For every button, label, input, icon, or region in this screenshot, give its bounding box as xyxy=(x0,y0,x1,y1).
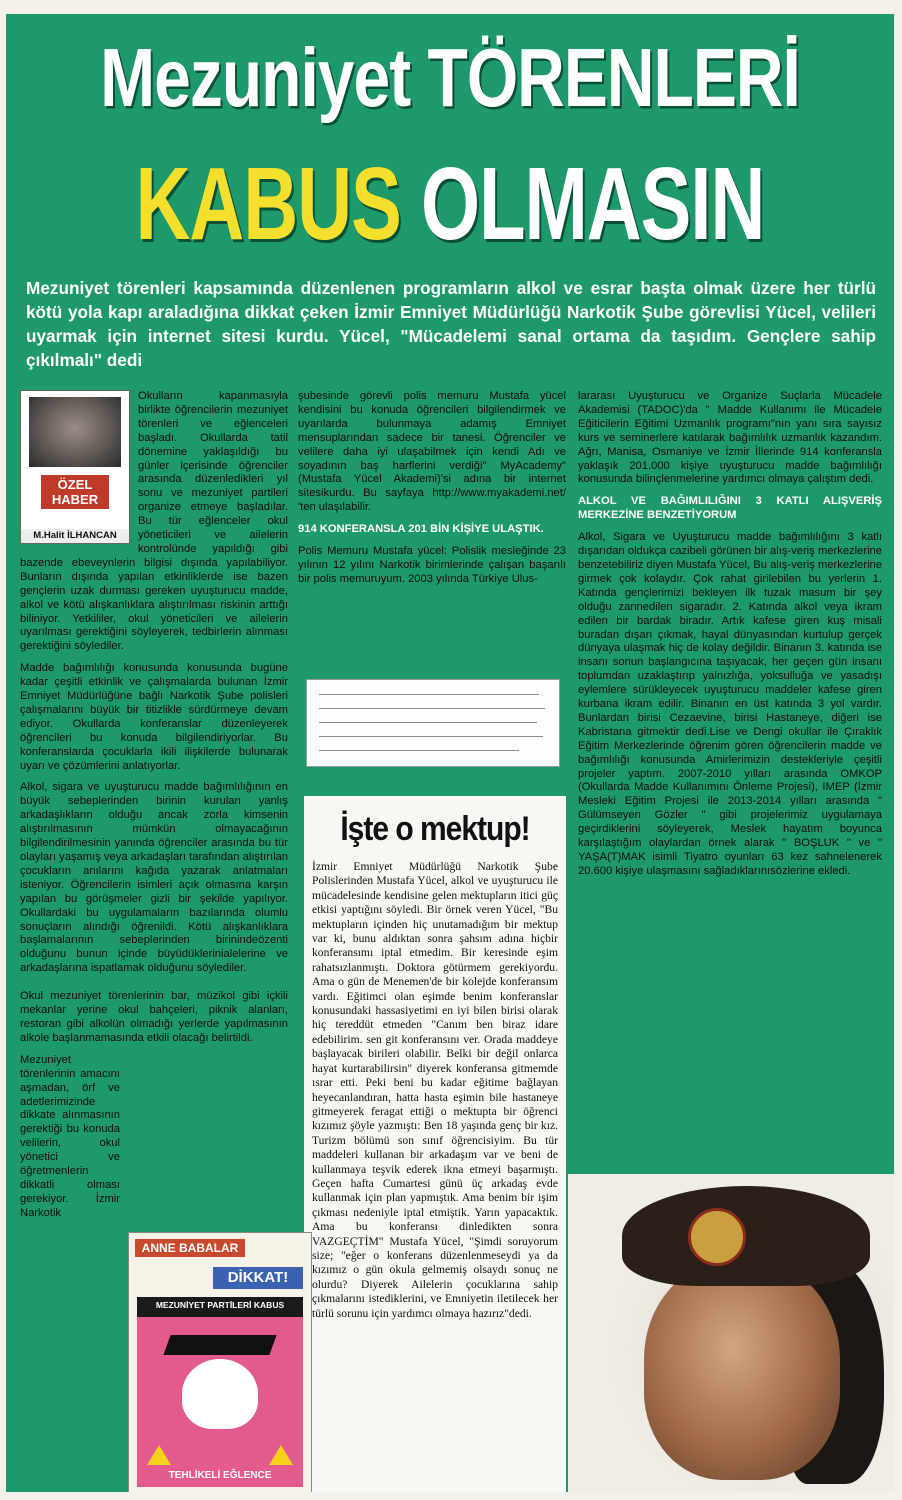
poster-label: ANNE BABALAR xyxy=(135,1239,245,1257)
col3-paragraph-1: lararası Uyuşturucu ve Organize Suçlarla Mücadele Akademisi (TADOC)'da " Madde Kullanımı ile Mücadele Eğiticilerin Eğitimi Uzmanlık programı"nın yanı sıra sayısız kurs ve seminerlere katılarak bağımlılık uzmanlık kazandım. Ağrı, Manisa, Osmaniye ve İzmir İllerinde 914 konferansla yaklaşık 201.000 kişiye uyuşturucu madde bağımlılığı konusunda bilinçlenmelerine yardımcı olmaya çalıştım dedi. xyxy=(578,390,882,486)
col1-paragraph-5: Mezuniyet törenlerinin amacını aşmadan, örf ve adetlerimizinde dikkate alınmasının gerektiği bu konuda velilerin, okul yönetici ve öğretmenlerin dikkatli olması gerekiyor. İzmir Narkotik xyxy=(20,1053,120,1219)
poster-skull-art xyxy=(137,1317,303,1487)
cap-icon xyxy=(622,1186,870,1286)
col1-paragraph-1: Okulların kapanmasıyla birlikte öğrencilerin mezuniyet törenleri ve eğlenceleri başladı. Okullarda tatil dönemine yaklaşıldığı bu günler içerisinde öğrenciler arasında düzenledikleri yıl sonu ve mezuniyet partileri organize etmeye başladılar. Bu tür eğlenceler okul yöneticileri ve ailelerin kontrolünde yapıldığı gibi bazende ebeveynlerin bilgisi dışında yapılabiliyor. Bunların dışında yapılan etkinliklerde ise bazen gençlerin uzak durması gereken uyuşturucu madde, alkol ve kötü alışkanlıklara alıştırılması riskinin arttığı biliniyor. Yetkililer, okul yöneticileri ve ailelerin uyarılması gerektiğini söyleyerek, tedbirlerin alınması gerektiğini söylediler. xyxy=(20,390,288,653)
col1-paragraph-3: Alkol, sigara ve uyuşturucu madde bağımlılığının en büyük sebeplerinden birinin kurulan yanlış arkadaşlıkların olduğu ancak zorla kimsenin alıştırılmasının mümkün olmayacağının bilgilendirilmesinin yanında öğrenciler arasında bu tür olayları yaşamış veya arkadaşları tarafından alıştırılan çocukların anılarını kağıda yazarak anlatmaları isteniyor. Öğrencilerin isimleri açık olmasına karşın yapılan bu görüşmeler gizli bir şekilde yapılıyor. Okullardaki bu uygulamaların bazılarında olumlu sonuçların alındığı öğrenildi. Kötü alışkanlıklara başlamalarının sebeplerinden birinindeözenti olduğunu bunun içinde büyüdüklerinialelerine ve arkadaşlarına ispatlamak olduğunu söylediler. xyxy=(20,781,289,975)
col3-subheading: ALKOL VE BAĞIMLILIĞINI 3 KATLI ALIŞVERİŞ MERKEZİNE BENZETİYORUM xyxy=(578,495,882,522)
headline-line-1: Mezuniyet TÖRENLERİ xyxy=(100,31,800,124)
lead-paragraph: Mezuniyet törenleri kapsamında düzenlenen programların alkol ve esrar başta olmak üzere her türlü kötü yola kapı araladığına dikkat çeken İzmir Emniyet Müdürlüğü Narkotik Şube görevlisi Yücel, velileri uyarmak için internet sitesi kurdu. Yücel, "Mücadelemi sanal ortama da taşıdım. Gençlere sahip çıkılmalı" dedi xyxy=(26,278,876,370)
skull-icon xyxy=(182,1359,258,1429)
col2-paragraph-1: şubesinde görevli polis memuru Mustafa yücel kendisini bu konuda öğrencileri bilgilendirmek ve uyarılarda bulunmaya adamış Emniyet mensuplarından sadece bir tanesi. Öğrenciler ve velilere daha iyi ulaşabilmek için kendi Adı ve soyadının baş harflerini verdiği" MyAcademy" (Mustafa Yücel Akademi)'si adına bir internet sitesikurdu. Bu sayfaya http://www.myakademi.net/ 'ten ulaşılabilir. xyxy=(298,390,566,514)
warning-poster-image xyxy=(128,1232,312,1492)
warning-icon xyxy=(269,1445,293,1465)
poster-bottom-text: TEHLİKELİ EĞLENCE xyxy=(168,1470,272,1481)
headline-line-2 xyxy=(6,147,894,262)
mektup-text: İzmir Emniyet Müdürlüğü Narkotik Şube Polislerinden Mustafa Yücel, alkol ve uyuşturucu ile mücadelesinde kendisine gelen mektupların itici güç etkisi yaptığını söyledi. Bir örnek veren Yücel, "Bu mektupların içinden hiç unutamadığım bir mektup var ki, bunu aldıktan sonra şahsım adına hiçbir konferansımı iptal etmedim. Bir keresinde eşim rahatsızlanmıştı. Doktora götürmem gerekiyordu. Ama o gün de Menemen'de bir kolejde konferansım vardı. Eğitimci olan eşimde benim konferanslar konusundaki hassasiyetimi en iyi bilen birisi olarak hiç tereddüt etmeden "Canım ben biraz idare edebilirim. sen git konferansını ver. Orada maddeye başlayacak birileri olabilir. Belki bir değil onlarca hayat kurtarabilirsin" diyerek konferansa gitmemde ısrar etti. Peki beni bu kadar eğitime bağlayan heyecanlandıran, hatta hasta eşimin bile hastaneye gitmeyerek feragat ettiği o mektupta bir öğrenci kızımız şöyle yazmıştı: Ben 18 yaşında genç bir kız. Turizm bölümü son sınıf öğrencisiyim. Bu tür maddeleri kullanan bir arkadaşım var ve beni de kullanmaya teşvik ederek ikna etmeyi başarmıştı. Geçen hafta Cumartesi günü üç arkadaş evde kullanmak için plan yapmıştık. Ama benim bir işim çıkması nedeniyle iptal etmiştik. Yarın yapacaktık. Ama bu konferansı dinledikten sonra VAZGEÇTİM" Mustafa Yücel, "Şimdi soruyorum size; "eğer o konferans düzenlenmeseydi ya da kızımız o gün okula gelmemiş olsaydı sonuç ne olurdu? Diyerek Ailelerin çocuklarına sahip çıkmalarını istediklerini, ve Emniyetin iletilecek her türlü sorunu için yardımcı olmaya hazırız"dedi. xyxy=(312,860,558,1320)
newspaper-page xyxy=(6,14,894,1492)
mektup-title: İşte o mektup! xyxy=(340,810,530,848)
col3-paragraph-2: Alkol, Sigara ve Uyuşturucu madde bağımlılığını 3 katlı dışarıdan oldukça cazibeli görünen bir alış-veriş merkezlerine benzetebiliriz diyen Mustafa Yücel, Bu alış-veriş merkezlerine girmek çok kolaydır. Çok rahat girilebilen bu yerlerin 1. Katında gençlerimizi bekleyen ilk tuzak masum bir şey olduğu zannedilen sigaradır. 2. Katında alkol veya ikram edilen bir bardak biradır. Artık kafese giren kuş misali buradan dışarı çıkmak, hayal dünyasından kurtulup gerçek dünyaya ulaşmak hiç de kolay değildir. Binanın 3. katında ise insanı sonun başlangıcına taşıyacak, her geçen gün insanı toplumdan uzaklaştırıp yalnızlığa, yoksulluğa ve yasadışı eylemlere sürükleyecek uyuşturucu maddeler kafese giren kurbana ikram edilir. Binanın en üst katında 3 yol vardır. Bunlardan birisi Cezaevine, birisi Hastaneye, diğeri ise Kabristana gitmektir dedi.Lise ve Dengi okullar ile Çıraklık Eğitim Merkezlerinde öğrenim gören öğrencilerin madde ve bağımlılığı konusunda Amirlerimizin destekleriyle çeşitli projeler yaptım. 2007-2010 yılları arasında OMKOP (Okullarda Madde Kullanımını Önleme Projesi), IMEP (İzmir Mesleki Eğitim Projesi ile 2013-2014 yılları arasında " Gülümseyen Gözler " gibi projelerimiz uygulamaya geçirdiklerini söyleyerek, Meslek hayatım boyunca karşılaştığım olaylardan örnek alarak " BOŞLUK " ve " YAŞA(T)MAK isimli Tiyatro oyunları 63 kez sahnelenerek 20.600 kişiye ulaşmasını sağladıklarınısözlerine ekledi. xyxy=(578,531,882,877)
graduation-cap-icon xyxy=(163,1335,276,1355)
headline-olmasin: OLMASIN xyxy=(420,147,765,262)
warning-icon xyxy=(147,1445,171,1465)
mektup-box xyxy=(304,796,566,1492)
handwritten-letter-image xyxy=(306,679,560,767)
author-byline: M.Halit İLHANCAN xyxy=(21,529,129,543)
officer-face xyxy=(644,1260,840,1480)
column-2 xyxy=(298,390,566,595)
officer-photo xyxy=(568,1174,894,1492)
col1-paragraph-4: Okul mezuniyet törenlerinin bar, müzikol gibi içkili mekanlar yerine okul bahçeleri, piknik alanları, restoran gibi alkolün olmadığı yerlerde yapılmasının alkole başlanmamasında etkili olacağı belirtildi. xyxy=(20,990,288,1044)
headline-kabus: KABUS xyxy=(135,147,401,262)
badge-icon xyxy=(688,1208,746,1266)
column-3 xyxy=(578,390,882,887)
ozel-haber-badge: ÖZEL HABER xyxy=(41,475,109,509)
poster-banner: MEZUNİYET PARTİLERİ KABUS xyxy=(137,1297,303,1329)
author-photo xyxy=(20,390,130,544)
column-1 xyxy=(20,390,288,1229)
col2-paragraph-2: Polis Memuru Mustafa yücel: Polislik mesleğinde 23 yılının 12 yılını Narkotik birimlerinde çalışan başarılı bir polis memuruyum. 2003 yılında Türkiye Ulus- xyxy=(298,545,566,585)
author-portrait xyxy=(29,397,121,467)
poster-dikkat: DİKKAT! xyxy=(213,1267,303,1289)
col2-subheading: 914 KONFERANSLA 201 BİN KİŞİYE ULAŞTIK. xyxy=(298,523,544,536)
col1-paragraph-2: Madde bağımlılığı konusunda konusunda bugüne kadar çeşitli etkinlik ve çalışmalarda bulunan İzmir Emniyet Müdürlüğüne bağlı Narkotik Şube polisleri çalışmalarını büyük bir titizlikle sürdürmeye devam ediyor. Okullarda konferanslar düzenleyerek öğrencileri bu konuda bilgilendiriyorlar. Bu konferanslarda çocuklarla ikili ilişkilerde bulunarak uyarı ve çözümlerini anlatıyorlar. xyxy=(20,662,288,772)
